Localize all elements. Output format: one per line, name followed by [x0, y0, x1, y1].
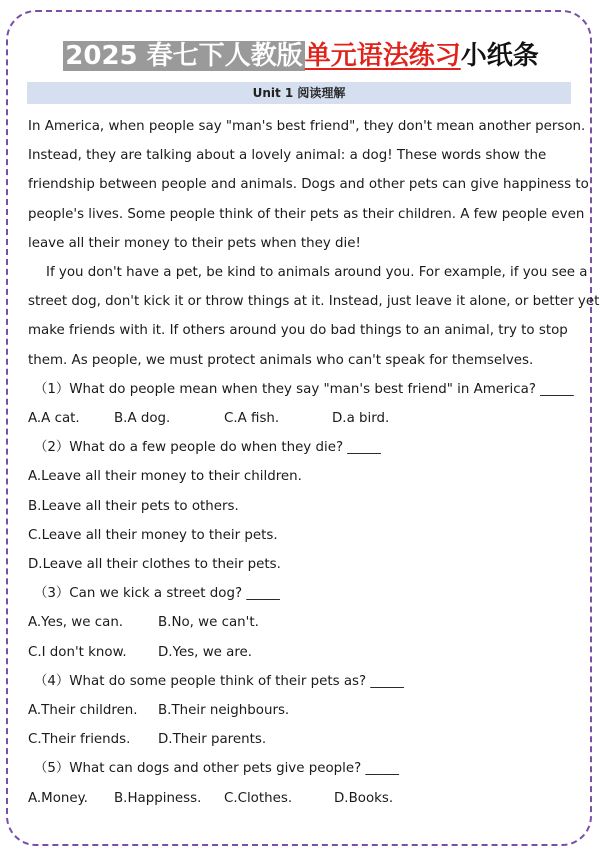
- title-suffix-text: 小纸条: [460, 41, 539, 71]
- option-b: B.Happiness.: [114, 790, 202, 806]
- question-1-options: [28, 404, 576, 433]
- option-d: D.Their parents.: [158, 732, 267, 748]
- question-2-stem: （2）What do a few people do when they die? _____: [34, 440, 381, 456]
- option-b: B.Leave all their pets to others.: [28, 498, 239, 514]
- question-4-options-row-2: [28, 725, 576, 754]
- question-3-stem: （3）Can we kick a street dog? _____: [34, 586, 280, 602]
- question-3-options-row-2: [28, 638, 576, 667]
- option-d: D.Books.: [334, 790, 394, 806]
- passage-line: friendship between people and animals. Dogs and other pets can give happiness to: [28, 177, 589, 193]
- option-d: D.Yes, we are.: [158, 644, 253, 660]
- passage-line: street dog, don't kick it or throw things at it. Instead, just leave it alone, or better yet: [28, 294, 600, 310]
- option-a: A.Leave all their money to their children.: [28, 469, 302, 485]
- option-a: A.Money.: [28, 790, 88, 806]
- passage-line: In America, when people say "man's best friend", they don't mean another person.: [28, 119, 586, 134]
- option-c: C.Clothes.: [224, 790, 293, 806]
- option-d: D.a bird.: [332, 411, 390, 427]
- passage-line: make friends with it. If others around you do bad things to an animal, try to stop: [28, 323, 568, 339]
- option-b: B.A dog.: [114, 411, 171, 427]
- option-b: B.No, we can't.: [158, 615, 259, 631]
- option-a: A.A cat.: [28, 411, 80, 427]
- passage-line: Instead, they are talking about a lovely animal: a dog! These words show the: [28, 148, 547, 164]
- question-4-options-row-1: [28, 696, 576, 725]
- passage-line: leave all their money to their pets when they die!: [28, 235, 361, 251]
- unit-heading-bar: Unit 1 阅读理解: [27, 82, 571, 104]
- option-a: A.Their children.: [28, 703, 138, 719]
- question-1-stem: （1）What do people mean when they say "man's best friend" in America? _____: [34, 381, 574, 397]
- question-3-options-row-1: [28, 608, 576, 637]
- option-b: B.Their neighbours.: [158, 703, 290, 719]
- page-title: [0, 36, 602, 76]
- passage-line: people's lives. Some people think of their pets as their children. A few people even: [28, 206, 585, 222]
- option-c: C.Leave all their money to their pets.: [28, 527, 278, 543]
- option-c: C.A fish.: [224, 411, 280, 427]
- title-highlight-text: 单元语法练习: [304, 41, 461, 71]
- option-c: C.Their friends.: [28, 732, 131, 748]
- option-a: A.Yes, we can.: [28, 615, 124, 631]
- title-grade-text: 2025 春七下人教版: [65, 41, 303, 71]
- option-d: D.Leave all their clothes to their pets.: [28, 557, 281, 573]
- worksheet-content: [28, 112, 600, 813]
- option-c: C.I don't know.: [28, 644, 127, 660]
- passage-line: If you don't have a pet, be kind to animals around you. For example, if you see a: [46, 265, 588, 281]
- passage-line: them. As people, we must protect animals who can't speak for themselves.: [28, 352, 534, 368]
- question-5-stem: （5）What can dogs and other pets give people? _____: [34, 761, 399, 777]
- question-5-options: [28, 784, 576, 813]
- question-4-stem: （4）What do some people think of their pets as? _____: [34, 673, 404, 689]
